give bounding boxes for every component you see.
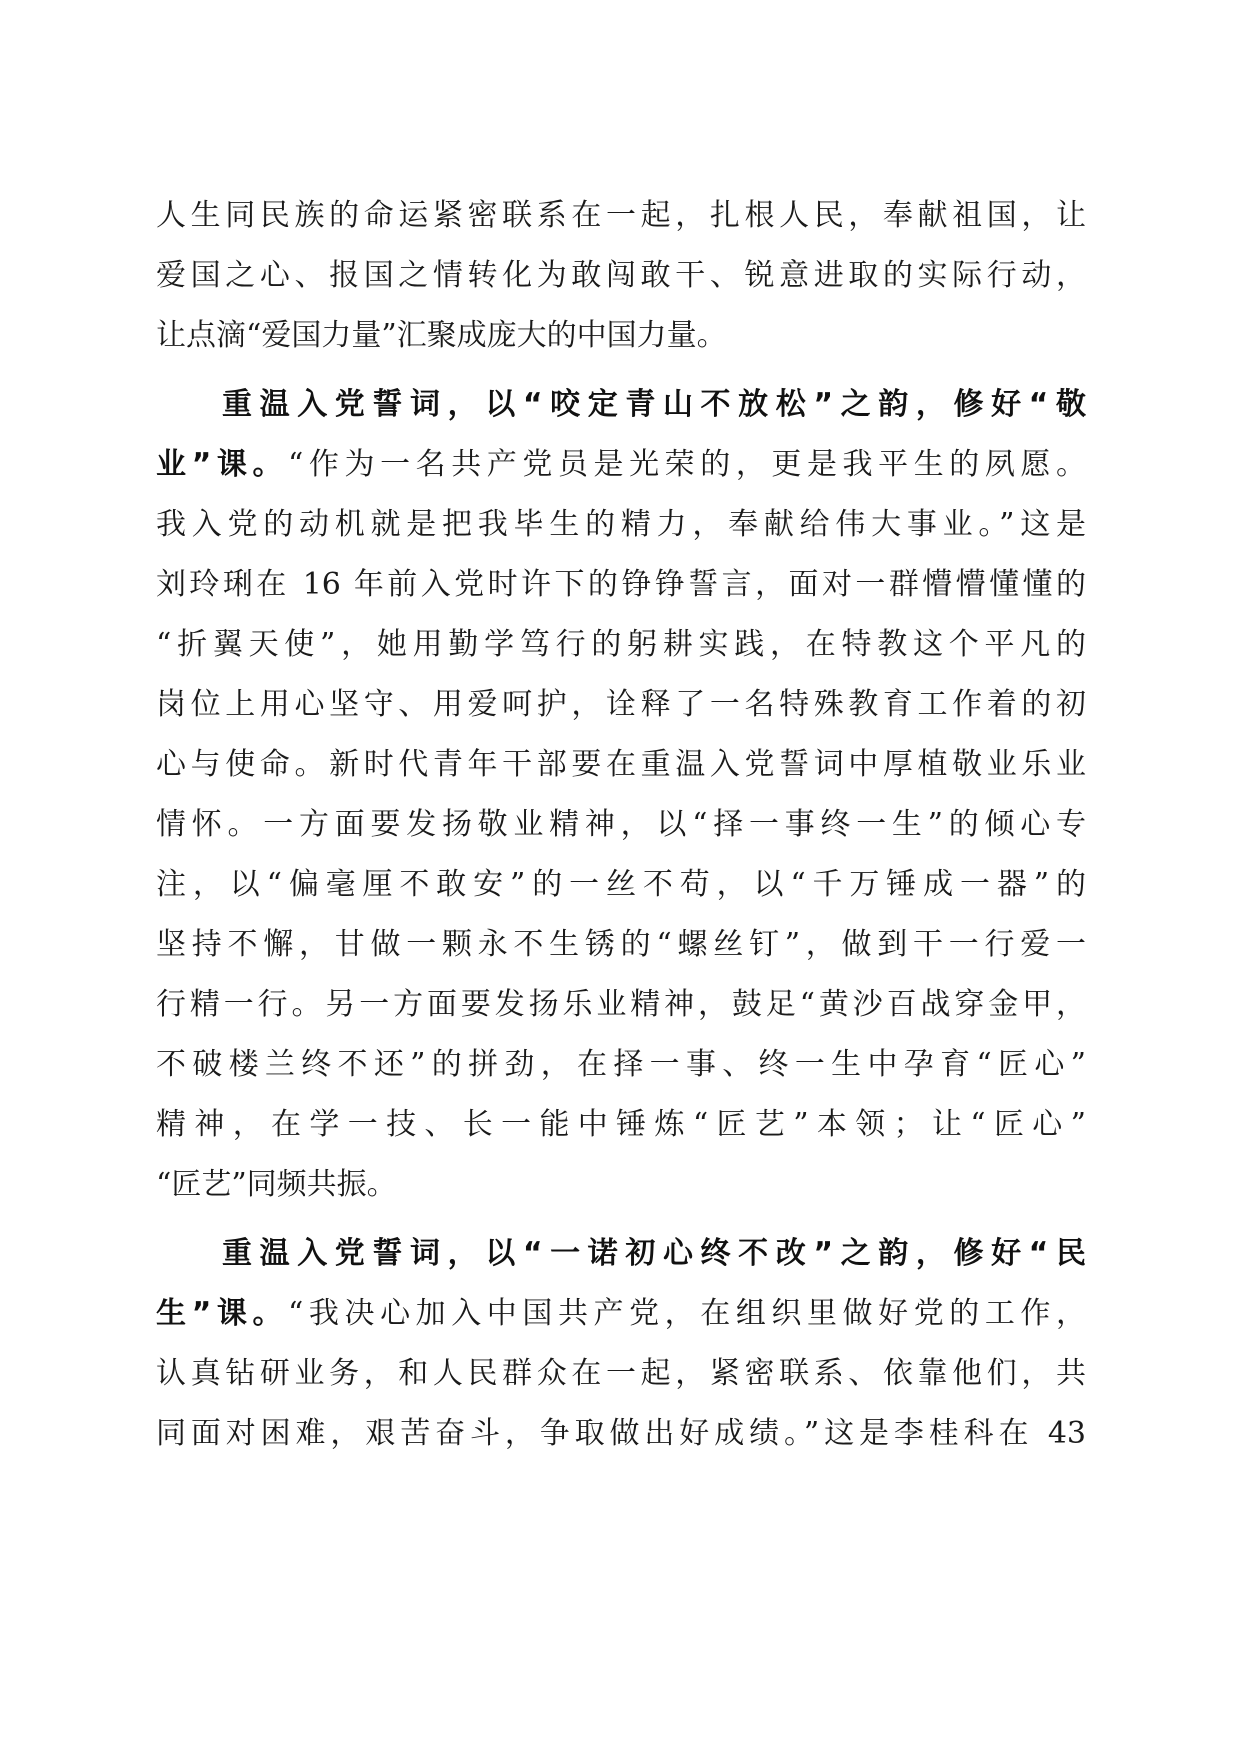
- section-heading: 重温入党誓词，以“咬定青山不放松”之韵，修好“敬: [222, 387, 1086, 422]
- text-line: 心与使命。新时代青年干部要在重温入党誓词中厚植敬业乐业: [156, 747, 1086, 782]
- text-line: [156, 1284, 1086, 1344]
- text-line: 精神，在学一技、长一能中锤炼“匠艺”本领；让“匠心”: [156, 1107, 1086, 1142]
- text-line: 我入党的动机就是把我毕生的精力，奉献给伟大事业。”这是: [156, 507, 1086, 542]
- text-line: 行精一行。另一方面要发扬乐业精神，鼓足“黄沙百战穿金甲，: [156, 987, 1086, 1022]
- text-line: 让点滴“爱国力量”汇聚成庞大的中国力量。: [156, 318, 727, 353]
- section-heading-end: 生”课。: [156, 1296, 289, 1331]
- body-text: [156, 186, 1086, 1464]
- text-line: 坚持不懈，甘做一颗永不生锈的“螺丝钉”，做到干一行爱一: [156, 927, 1086, 962]
- text-line: “折翼天使”，她用勤学笃行的躬耕实践，在特教这个平凡的: [156, 627, 1086, 662]
- text-line: 爱国之心、报国之情转化为敢闯敢干、锐意进取的实际行动，: [156, 258, 1086, 293]
- section-heading: 重温入党誓词，以“一诺初心终不改”之韵，修好“民: [222, 1236, 1086, 1271]
- paragraph-2: [156, 375, 1086, 1215]
- text-line: 人生同民族的命运紧密联系在一起，扎根人民，奉献祖国，让: [156, 198, 1086, 233]
- text-line: 同面对困难，艰苦奋斗，争取做出好成绩。”这是李桂科在 43: [156, 1416, 1086, 1451]
- paragraph-3: [156, 1224, 1086, 1464]
- text-line: 刘玲琍在 16 年前入党时许下的铮铮誓言，面对一群懵懵懂懂的: [156, 567, 1086, 602]
- text-run: “我决心加入中国共产党，在组织里做好党的工作，: [288, 1296, 1086, 1331]
- text-line: 注，以“偏毫厘不敢安”的一丝不苟，以“千万锤成一器”的: [156, 867, 1086, 902]
- text-run: “作为一名共产党员是光荣的，更是我平生的夙愿。: [288, 447, 1086, 482]
- text-line: 不破楼兰终不还”的拼劲，在择一事、终一生中孕育“匠心”: [156, 1047, 1086, 1082]
- text-line: 认真钻研业务，和人民群众在一起，紧密联系、依靠他们，共: [156, 1356, 1086, 1391]
- text-line: 情怀。一方面要发扬敬业精神，以“择一事终一生”的倾心专: [156, 807, 1086, 842]
- text-line: [156, 435, 1086, 495]
- paragraph-1: [156, 186, 1086, 366]
- section-heading-end: 业”课。: [156, 447, 289, 482]
- text-line: “匠艺”同频共振。: [156, 1167, 397, 1202]
- text-line: 岗位上用心坚守、用爱呵护，诠释了一名特殊教育工作着的初: [156, 687, 1086, 722]
